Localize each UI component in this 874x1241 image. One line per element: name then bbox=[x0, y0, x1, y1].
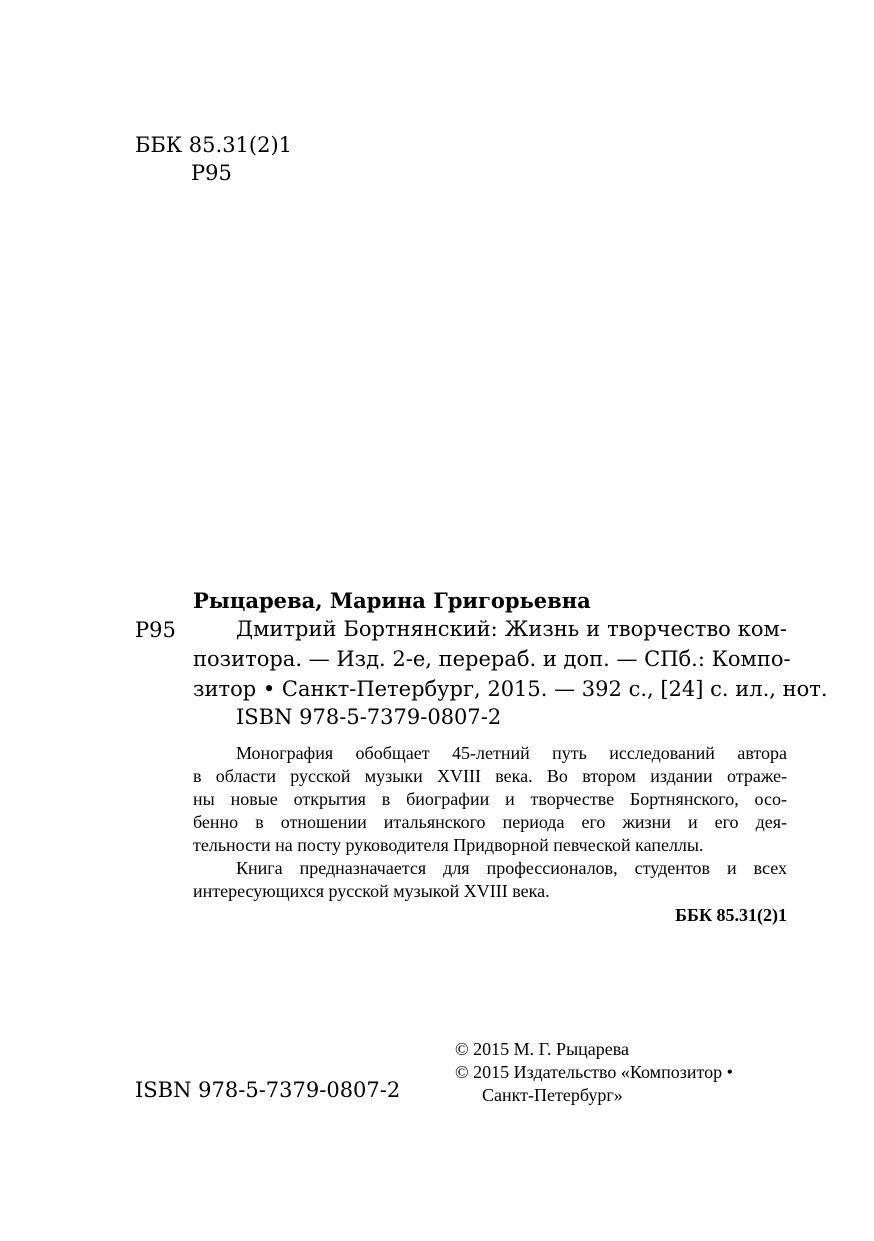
copyright-publisher-cont: Санкт-Петербург» bbox=[482, 1085, 623, 1105]
annotation-line: тельности на посту руководителя Придворной певческой капеллы. bbox=[193, 835, 704, 855]
annotation-line: ны новые открытия в биографии и творчестве Бортнянского, осо- bbox=[193, 789, 787, 809]
bibliographic-description bbox=[193, 614, 828, 704]
annotation bbox=[193, 742, 787, 903]
author-mark-margin: Р95 bbox=[135, 618, 176, 642]
annotation-line: бенно в отношении итальянского периода его жизни и его дея- bbox=[193, 812, 787, 832]
biblio-line: позитора. — Изд. 2-е, перераб. и доп. — СПб.: Компо- bbox=[193, 647, 791, 671]
author-mark: Р95 bbox=[191, 161, 232, 185]
biblio-line: Дмитрий Бортнянский: Жизнь и творчество ком- bbox=[236, 617, 787, 641]
bbk-index-bottom: ББК 85.31(2)1 bbox=[675, 905, 787, 925]
annotation-line: Книга предназначается для профессионалов, студентов и всех bbox=[236, 858, 787, 878]
isbn-footer: ISBN 978-5-7379-0807-2 bbox=[135, 1078, 401, 1102]
isbn-entry: ISBN 978-5-7379-0807-2 bbox=[236, 705, 502, 729]
biblio-line: зитор • Санкт-Петербург, 2015. — 392 с., [24] с. ил., нот. bbox=[193, 677, 828, 701]
author-heading: Рыцарева, Марина Григорьевна bbox=[193, 588, 591, 613]
copyright-block bbox=[455, 1038, 733, 1107]
bbk-index: ББК 85.31(2)1 bbox=[135, 133, 293, 157]
copyright-publisher: © 2015 Издательство «Композитор • bbox=[455, 1062, 733, 1082]
annotation-line: интересующихся русской музыкой XVIII века. bbox=[193, 881, 550, 901]
annotation-line: Монография обобщает 45-летний путь исследований автора bbox=[236, 743, 787, 763]
copyright-author: © 2015 М. Г. Рыцарева bbox=[455, 1039, 630, 1059]
annotation-line: в области русской музыки XVIII века. Во втором издании отраже- bbox=[193, 766, 787, 786]
